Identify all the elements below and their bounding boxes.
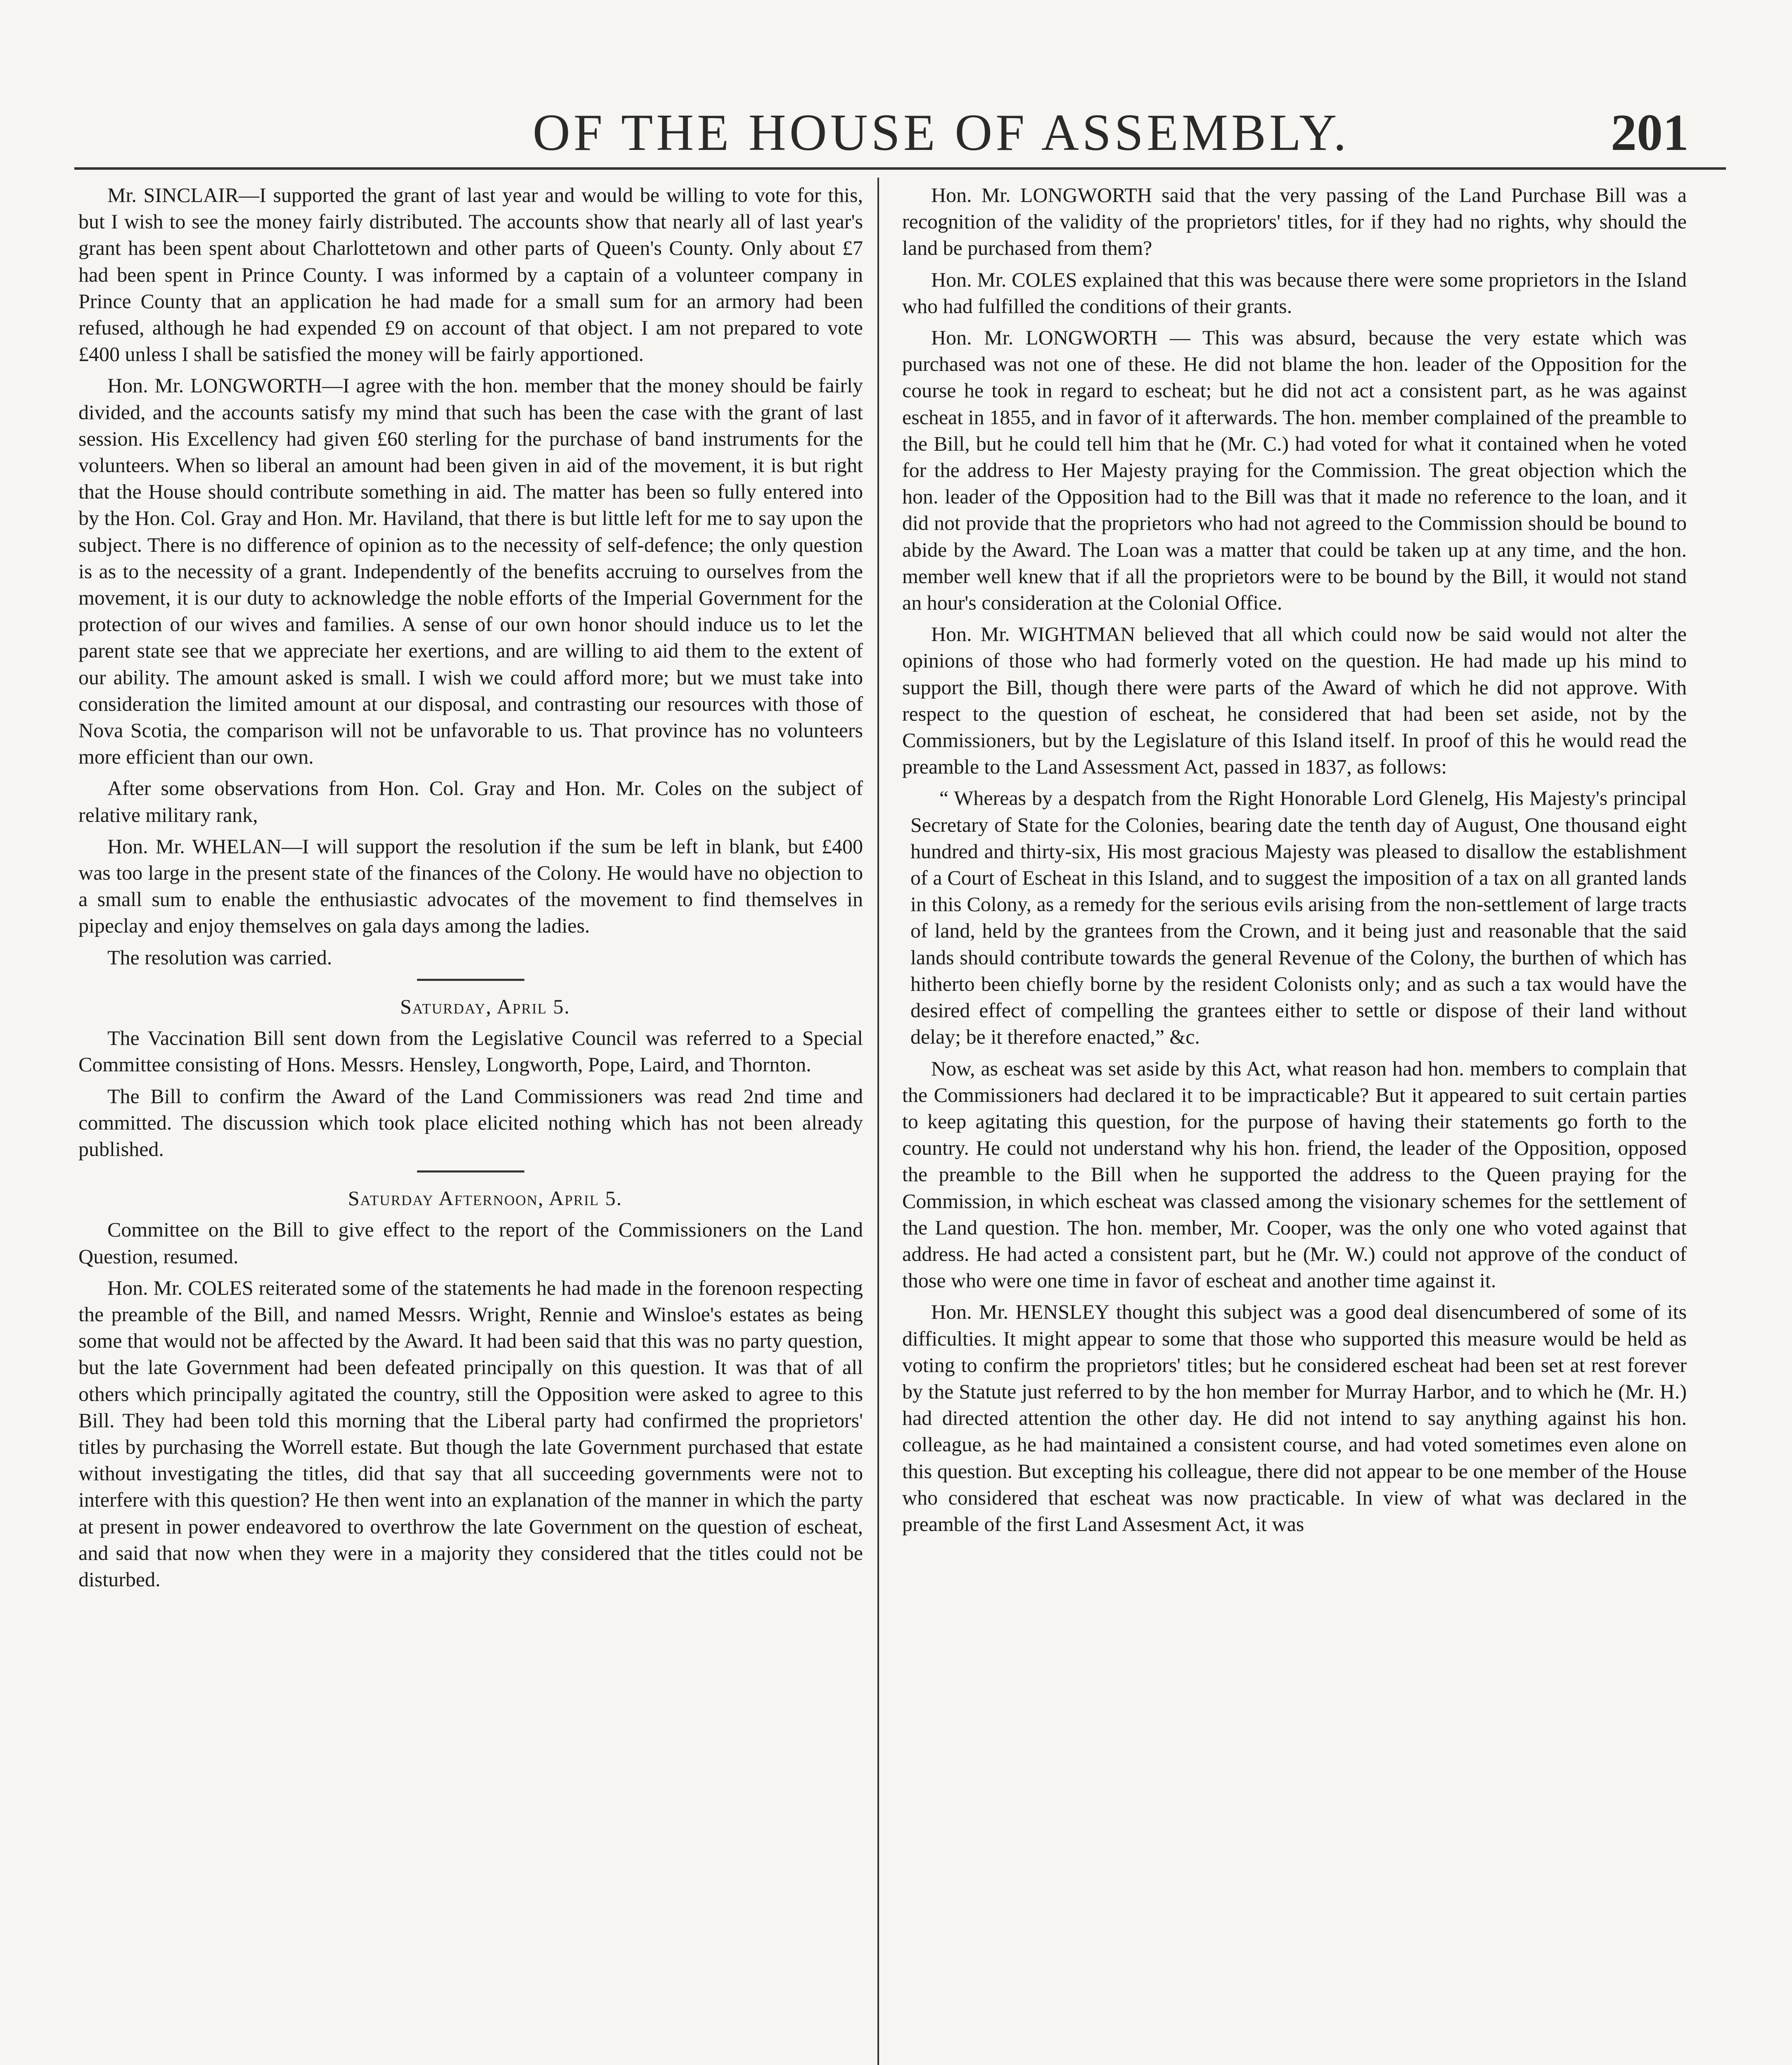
paragraph-longworth: Hon. Mr. LONGWORTH—I agree with the hon. member that the money should be fairly divided, and the accounts satisfy my mind that such has been the case with the grant of last session. His Excellency had given £60 sterling for the purchase of band instruments for the volunteers. When so liberal an amount had been given in aid of the movement, it is but right that the House should contribute something in aid. The matter has been so fully entered into by the Hon. Col. Gray and Hon. Mr. Haviland, that there is but little left for me to say upon the subject. There is no difference of opinion as to the necessity of self-defence; the only question is as to the necessity of a grant. Independently of the benefits accruing to ourselves from the movement, it is our duty to acknowledge the noble efforts of the Imperial Government for the protection of our wives and families. A sense of our own honor should induce us to let the parent state see that we appreciate her exertions, and are willing to aid them to the extent of our ability. The amount asked is small. I wish we could afford more; but we must take into consideration the limited amount at our disposal, and contrasting our resources with those of Nova Scotia, the comparison will not be unfavorable to us. That province has no volunteers more efficient than our own. [78,374,863,769]
paragraph-observations: After some observations from Hon. Col. Gray and Hon. Mr. Coles on the subject of relative military rank, [78,776,863,826]
quoted-preamble: “ Whereas by a despatch from the Right Honorable Lord Glenelg, His Majesty's principal Secretary of State for the Colonies, bearing date the tenth day of August, One thousand eight hundred and thirty-six, His most gracious Majesty was pleased to disallow the establishment of a Court of Escheat in this Island, and to suggest the imposition of a tax on all granted lands in this Colony, as a remedy for the serious evils arising from the non-settlement of large tracts of land, held by the grantees from the Crown, and it being just and reasonable that the said lands should contribute towards the general Revenue of the Colony, the burthen of which has hitherto been chiefly borne by the resident Colonists only; and as such a tax would have the desired effect of compelling the grantees either to settle or dispose of their land without delay; be it therefore enacted,” &c. [910,786,1687,1049]
paragraph-committee: Committee on the Bill to give effect to the report of the Commissioners on the Land Question, resumed. [78,1218,863,1268]
date-heading: Saturday Afternoon, April 5. [348,1187,623,1210]
paragraph-coles-explained: Hon. Mr. COLES explained that this was because there were some proprietors in the Island who had fulfilled the conditions of their grants. [902,268,1687,318]
section-divider [417,979,524,981]
paragraph-vaccination-bill: The Vaccination Bill sent down from the Legislative Council was referred to a Special Committee consisting of Hons. Messrs. Hensley, Longworth, Pope, Laird, and Thornton. [78,1026,863,1076]
paragraph-whelan: Hon. Mr. WHELAN—I will support the resolution if the sum be left in blank, but £400 was too large in the present state of the finances of the Colony. He would have no objection to a small sum to enable the enthusiastic advocates of the movement to find themselves in pipeclay and enjoy themselves on gala days among the ladies. [78,834,863,938]
paragraph-resolution-carried: The resolution was carried. [107,945,332,969]
paragraph-hensley: Hon. Mr. HENSLEY thought this subject was a good deal disencumbered of some of its difficulties. It might appear to some that those who supported this measure would be held as voting to confirm the proprietors' titles; but he considered escheat had been set at rest forever by the Statute just referred to by the hon member for Murray Harbor, and to which he (Mr. H.) had directed attention the other day. He did not intend to say anything against his hon. colleague, as he had maintained a consistent course, and had voted sometimes even alone on this question. But excepting his colleague, there did not appear to be one member of the House who considered that escheat was now practicable. In view of what was declared in the preamble of the first Land Assesment Act, it was [902,1300,1687,1536]
section-divider [417,1170,524,1173]
paragraph-escheat-set-aside: Now, as escheat was set aside by this Act, what reason had hon. members to complain that the Commissioners had declared it to be impracticable? But it appeared to suit certain parties to keep agitating this question, for the purpose of having their statements go forth to the country. He could not understand why his hon. friend, the leader of the Opposition, opposed the preamble to the Bill when he supported the address to the Queen praying for the Commission, in which escheat was classed among the visionary schemes for the settlement of the Land question. The hon. member, Mr. Cooper, was the only one who voted against that address. He had acted a consistent part, but he (Mr. W.) could not approve of the conduct of those who were one time in favor of escheat and another time against it. [902,1056,1687,1292]
column-divider [877,178,879,2065]
left-column [78,182,863,1597]
paragraph-coles: Hon. Mr. COLES reiterated some of the statements he had made in the forenoon respecting the preamble of the Bill, and named Messrs. Wright, Rennie and Winsloe's estates as being some that would not be affected by the Award. It had been said that this was no party question, but the late Government had been defeated principally on this question. It was that of all others which principally agitated the country, still the Opposition were asked to agree to this Bill. They had been told this morning that the Liberal party had confirmed the proprietors' titles by purchasing the Worrell estate. But though the late Government purchased that estate without investigating the titles, did that say that all succeeding governments were not to interfere with this question? He then went into an explanation of the manner in which the party at present in power endeavored to overthrow the late Government on the question of escheat, and said that now when they were in a majority they considered that the titles could not be disturbed. [78,1276,863,1591]
right-column [902,182,1687,1542]
paragraph-sinclair: Mr. SINCLAIR—I supported the grant of last year and would be willing to vote for this, but I wish to see the money fairly distributed. The accounts show that nearly all of last year's grant has been spent about Charlottetown and other parts of Queen's County. Only about £7 had been spent in Prince County. I was informed by a captain of a volunteer company in Prince County that an application he had made for a small sum for an armory had been refused, although he had expended £9 on account of that object. I am not prepared to vote £400 unless I shall be satisfied the money will be fairly apportioned. [78,183,863,366]
header-rule [74,167,1726,170]
paragraph-longworth-land-purchase: Hon. Mr. LONGWORTH said that the very passing of the Land Purchase Bill was a recognition of the validity of the proprietors' titles, for if they had no rights, why should the land be purchased from them? [902,183,1687,260]
paragraph-award-bill: The Bill to confirm the Award of the Land Commissioners was read 2nd time and committed. The discussion which took place elicited nothing which has not been already published. [78,1084,863,1161]
paragraph-wightman: Hon. Mr. WIGHTMAN believed that all which could now be said would not alter the opinions of those who had formerly voted on the question. He had made up his mind to support the Bill, though there were parts of the Award of which he did not approve. With respect to the question of escheat, he considered that had been set aside, not by the Commissioners, but by the Legislature of this Island itself. In proof of this he would read the preamble to the Land Assessment Act, passed in 1837, as follows: [902,622,1687,779]
running-title: OF THE HOUSE OF ASSEMBLY. [533,104,1350,161]
paragraph-longworth-absurd: Hon. Mr. LONGWORTH — This was absurd, because the very estate which was purchased was not one of these. He did not blame the hon. leader of the Opposition for the course he took in regard to escheat; but he did not act a consistent part, as he was against escheat in 1855, and in favor of it afterwards. The hon. member complained of the preamble to the Bill, but he could tell him that he (Mr. C.) had voted for what it contained when he voted for the address to Her Majesty praying for the Commission. The great objection which the hon. leader of the Opposition had to the Bill was that it made no reference to the loan, and it did not provide that the proprietors who had not agreed to the Commission should be bound to abide by the Award. The Loan was a matter that could be taken up at any time, and the hon. member well knew that if all the proprietors were to be bound by the Bill, it would not stand an hour's consideration at the Colonial Office. [902,326,1687,615]
page-number: 201 [1611,104,1689,161]
date-heading: Saturday, April 5. [400,995,570,1018]
page-header [533,103,1689,165]
